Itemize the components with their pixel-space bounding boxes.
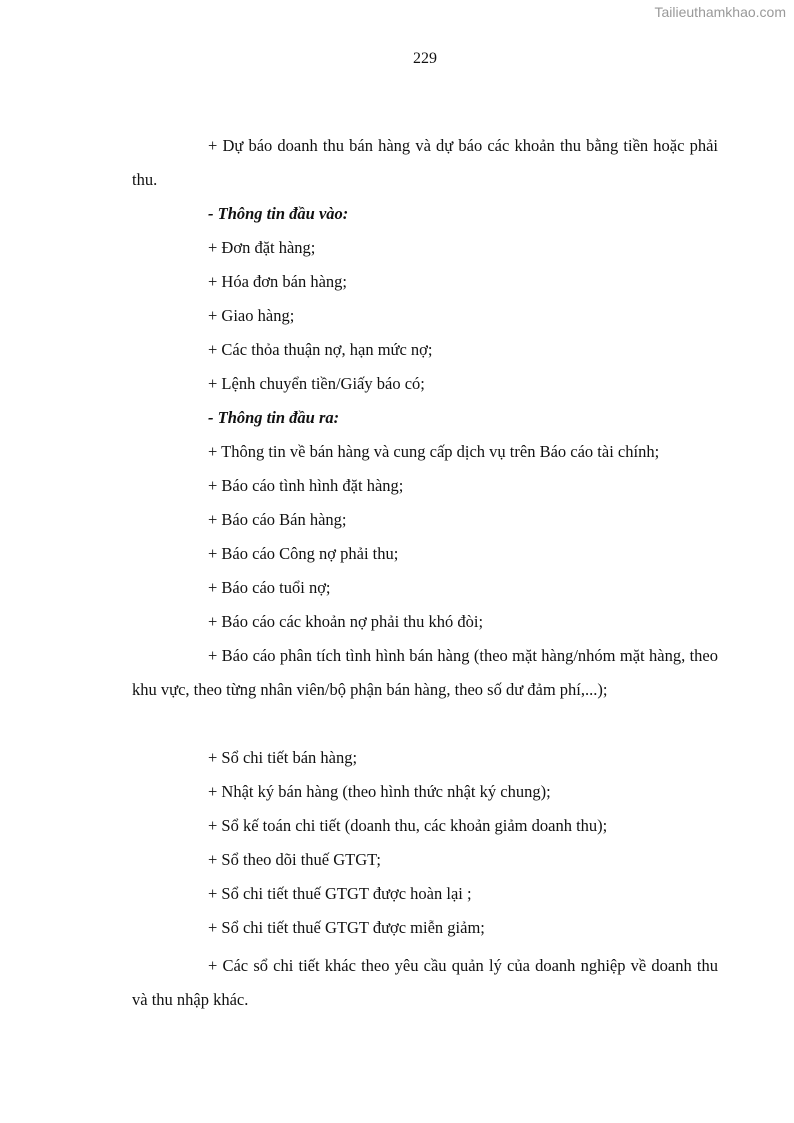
paragraph: + Thông tin về bán hàng và cung cấp dịch vụ trên Báo cáo tài chính;	[208, 442, 660, 461]
paragraph: + Sổ chi tiết thuế GTGT được hoàn lại ;	[208, 884, 472, 903]
paragraph: + Sổ chi tiết thuế GTGT được miễn giảm;	[208, 918, 485, 937]
paragraph: + Nhật ký bán hàng (theo hình thức nhật ký chung);	[208, 782, 551, 801]
page-number: 229	[413, 50, 437, 67]
paragraph: + Đơn đặt hàng;	[208, 238, 316, 257]
paragraph: + Giao hàng;	[208, 306, 295, 325]
paragraph: + Dự báo doanh thu bán hàng và dự báo các khoản thu bằng tiền hoặc phải thu.	[132, 136, 718, 189]
paragraph: + Báo cáo Công nợ phải thu;	[208, 544, 399, 563]
paragraph: + Sổ chi tiết bán hàng;	[208, 748, 358, 767]
paragraph: + Sổ kế toán chi tiết (doanh thu, các khoản giảm doanh thu);	[208, 816, 608, 835]
paragraph: + Các thỏa thuận nợ, hạn mức nợ;	[208, 340, 433, 359]
paragraph: + Báo cáo các khoản nợ phải thu khó đòi;	[208, 612, 484, 631]
paragraph: + Lệnh chuyển tiền/Giấy báo có;	[208, 374, 425, 393]
section-heading: - Thông tin đầu ra:	[208, 408, 340, 427]
paragraph: + Sổ theo dõi thuế GTGT;	[208, 850, 381, 869]
paragraph: + Các sổ chi tiết khác theo yêu cầu quản lý của doanh nghiệp về doanh thu và thu nhập khác.	[132, 956, 718, 1009]
paragraph: + Báo cáo phân tích tình hình bán hàng (theo mặt hàng/nhóm mặt hàng, theo khu vực, theo từng nhân viên/bộ phận bán hàng, theo số dư đảm phí,...);	[132, 646, 718, 699]
paragraph: + Hóa đơn bán hàng;	[208, 272, 348, 291]
section-heading: - Thông tin đầu vào:	[208, 204, 349, 223]
watermark: Tailieuthamkhao.com	[654, 4, 786, 20]
paragraph: + Báo cáo tuổi nợ;	[208, 578, 331, 597]
paragraph: + Báo cáo Bán hàng;	[208, 510, 347, 529]
paragraph: + Báo cáo tình hình đặt hàng;	[208, 476, 404, 495]
